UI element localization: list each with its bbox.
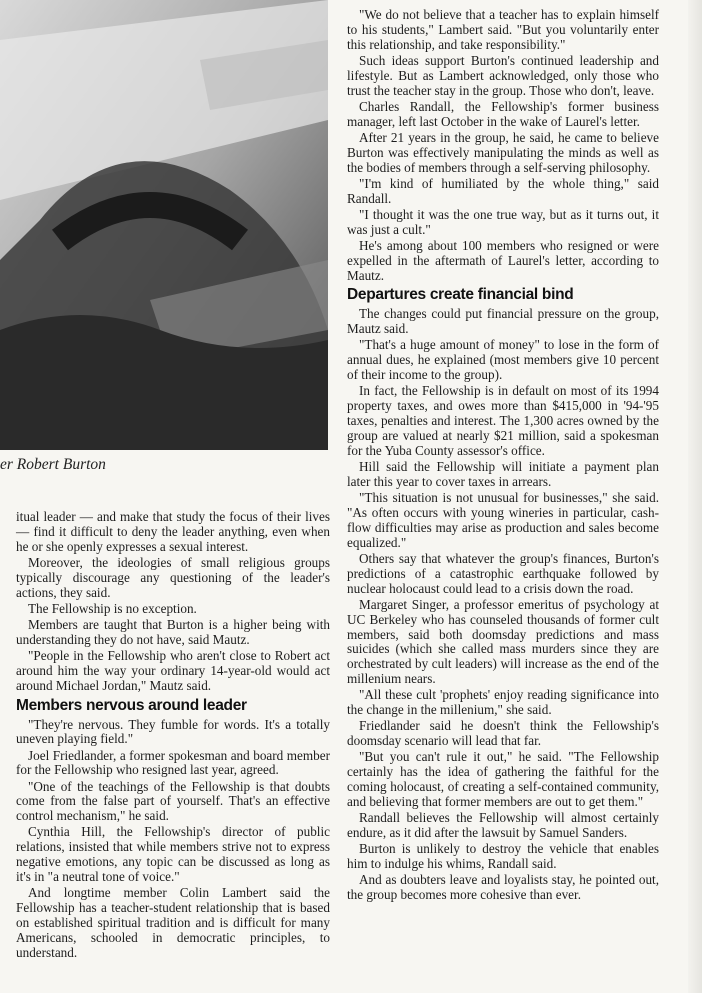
section-heading: Departures create financial bind	[347, 286, 574, 304]
paragraph: The Fellowship is no exception.	[28, 600, 197, 616]
article-column-right	[347, 8, 659, 904]
paragraph: He's among about 100 members who resigned or were expelled in the aftermath of Laurel's letter, according to Mautz.	[347, 237, 659, 283]
paragraph: Margaret Singer, a professor emeritus of psychology at UC Berkeley who has counseled thousands of former cult members, said both doomsday predictions and mass suicides (which she called mass murders since they are orchestrated by cult leaders) will increase as the end of the millenium nears.	[347, 596, 659, 687]
paragraph: Such ideas support Burton's continued leadership and lifestyle. But as Lambert acknowledged, only those who trust the teacher stay in the group. Those who don't, leave.	[347, 52, 659, 98]
paragraph: Hill said the Fellowship will initiate a payment plan later this year to cover taxes in arrears.	[347, 458, 659, 489]
paragraph: Joel Friedlander, a former spokesman and board member for the Fellowship who resigned last year, agreed.	[16, 747, 330, 778]
paragraph: "They're nervous. They fumble for words. It's a totally uneven playing field."	[16, 716, 330, 747]
paragraph: "But you can't rule it out," he said. "The Fellowship certainly has the idea of gathering the faithful for the coming holocaust, of creating a self-contained community, and believing that former members are out to get them."	[347, 749, 659, 810]
paragraph: Moreover, the ideologies of small religious groups typically discourage any questioning of the leader's actions, they said.	[16, 554, 330, 600]
paragraph: And as doubters leave and loyalists stay, he pointed out, the group becomes more cohesive than ever.	[347, 872, 659, 903]
photo-caption: er Robert Burton	[0, 456, 106, 473]
paragraph: "This situation is not unusual for businesses," she said. "As often occurs with young wineries in particular, cash-flow difficulties may arise as production and sales become equalized."	[347, 489, 659, 550]
paragraph: "We do not believe that a teacher has to explain himself to his students," Lambert said. "But you voluntarily enter this relationship, and take responsibility."	[347, 7, 659, 52]
paragraph: "All these cult 'prophets' enjoy reading significance into the change in the millenium," she said.	[347, 687, 659, 718]
paragraph: "People in the Fellowship who aren't close to Robert act around him the way your ordinary 14-year-old would act around Michael Jordan," Mautz said.	[16, 647, 330, 693]
paragraph: The changes could put financial pressure on the group, Mautz said.	[347, 306, 659, 337]
section-heading: Members nervous around leader	[16, 696, 247, 714]
paragraph: Others say that whatever the group's finances, Burton's predictions of a catastrophic earthquake followed by nuclear holocaust could lead to a crisis down the road.	[347, 550, 659, 596]
paragraph: After 21 years in the group, he said, he came to believe Burton was effectively manipulating the minds as well as the bodies of members through a self-serving philosophy.	[347, 129, 659, 175]
paragraph: "I thought it was the one true way, but as it turns out, it was just a cult."	[347, 206, 659, 237]
page-edge	[688, 0, 702, 993]
paragraph: "That's a huge amount of money" to lose in the form of annual dues, he explained (most members give 10 percent of their income to the group).	[347, 337, 659, 383]
paragraph: Randall believes the Fellowship will almost certainly endure, as it did after the lawsuit by Samuel Sanders.	[347, 810, 659, 841]
paragraph: In fact, the Fellowship is in default on most of its 1994 property taxes, and owes more than $415,000 in '94-'95 taxes, penalties and interest. The 1,300 acres owned by the group are valued at nearly $21 million, said a spokesman for the Yuba County assessor's office.	[347, 383, 659, 458]
paragraph: Burton is unlikely to destroy the vehicle that enables him to indulge his whims, Randall said.	[347, 841, 659, 872]
paragraph: "I'm kind of humiliated by the whole thing," said Randall.	[347, 175, 659, 206]
news-photo	[0, 0, 328, 450]
paragraph: Friedlander said he doesn't think the Fellowship's doomsday scenario will lead that far.	[347, 718, 659, 749]
paragraph: Charles Randall, the Fellowship's former business manager, left last October in the wake of Laurel's letter.	[347, 98, 659, 129]
paragraph: "One of the teachings of the Fellowship is that doubts come from the false part of yourself. That's an effective control mechanism," he said.	[16, 778, 330, 824]
paragraph: Members are taught that Burton is a higher being with understanding they do not have, said Mautz.	[16, 616, 330, 647]
article-column-left	[16, 510, 330, 962]
paragraph: itual leader — and make that study the focus of their lives — find it difficult to deny the leader anything, even when he or she openly expresses a sexual interest.	[16, 509, 330, 554]
paragraph: And longtime member Colin Lambert said the Fellowship has a teacher-student relationship that is based on established spiritual tradition and is difficult for many Americans, schooled in democratic principles, to understand.	[16, 885, 330, 960]
paragraph: Cynthia Hill, the Fellowship's director of public relations, insisted that while members strive not to express negative emotions, any topic can be discussed as long as it's in "a neutral tone of voice."	[16, 824, 330, 885]
